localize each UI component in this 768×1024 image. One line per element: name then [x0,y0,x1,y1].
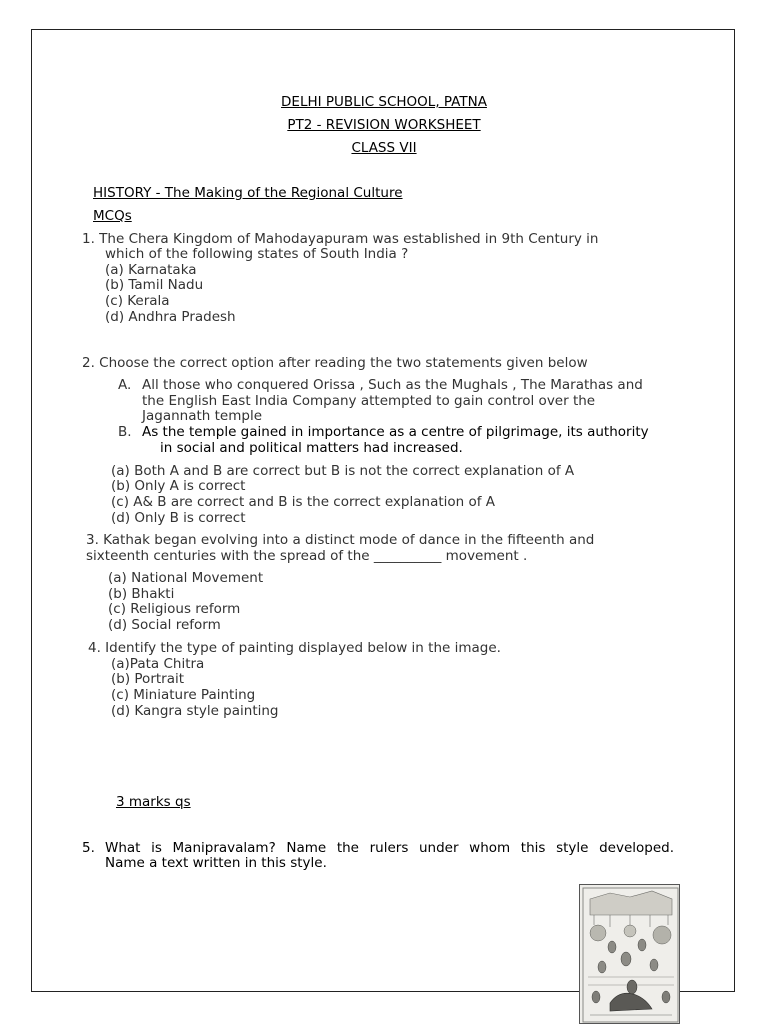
question-4-option-c: (c) Miniature Painting [111,687,256,703]
question-2-option-a: (a) Both A and B are correct but B is not the correct explanation of A [111,463,575,479]
question-4-option-a: (a)Pata Chitra [111,656,205,672]
statement-b-line-2: in social and political matters had increased. [160,440,463,456]
question-1-option-a: (a) Karnataka [105,262,197,278]
class-title: CLASS VII [351,140,417,156]
question-5-number: 5. [82,840,95,856]
question-1-option-d: (d) Andhra Pradesh [105,309,236,325]
question-5-text-cont: Name a text written in this style. [105,855,327,871]
question-3-option-c: (c) Religious reform [108,601,241,617]
question-3-option-d: (d) Social reform [108,617,221,633]
school-name: DELHI PUBLIC SCHOOL, PATNA [281,94,487,110]
question-3-text-cont: sixteenth centuries with the spread of the __________ movement . [86,548,528,564]
question-3-text: 3. Kathak began evolving into a distinct mode of dance in the fifteenth and [86,532,595,548]
question-2-option-c: (c) A& B are correct and B is the correct explanation of A [111,494,496,510]
statement-a-marker: A. [118,377,132,393]
question-2-option-b: (b) Only A is correct [111,478,246,494]
question-1-option-c: (c) Kerala [105,293,170,309]
question-1-text-cont: which of the following states of South India ? [105,246,409,262]
question-2-text: 2. Choose the correct option after reading the two statements given below [82,355,588,371]
question-1-option-b: (b) Tamil Nadu [105,277,204,293]
question-2-option-d: (d) Only B is correct [111,510,246,526]
question-1-text: 1. The Chera Kingdom of Mahodayapuram was established in 9th Century in [82,231,599,247]
statement-b-line-1: As the temple gained in importance as a centre of pilgrimage, its authority [142,424,649,440]
question-4-option-b: (b) Portrait [111,671,185,687]
question-3-option-b: (b) Bhakti [108,586,175,602]
mcq-heading: MCQs [93,208,132,224]
worksheet-title: PT2 - REVISION WORKSHEET [287,117,481,133]
question-4-text: 4. Identify the type of painting displayed below in the image. [88,640,501,656]
statement-a-line-3: Jagannath temple [142,408,262,424]
statement-a-line-1: All those who conquered Orissa , Such as the Mughals , The Marathas and [142,377,643,393]
statement-b-marker: B. [118,424,132,440]
question-4-option-d: (d) Kangra style painting [111,703,279,719]
miniature-painting-image [579,884,680,1024]
three-marks-heading: 3 marks qs [116,794,191,810]
question-5-text: What is Manipravalam? Name the rulers under whom this style developed. [105,840,674,856]
question-3-option-a: (a) National Movement [108,570,264,586]
statement-a-line-2: the English East India Company attempted to gain control over the [142,393,596,409]
section-title: HISTORY - The Making of the Regional Culture [93,185,403,201]
